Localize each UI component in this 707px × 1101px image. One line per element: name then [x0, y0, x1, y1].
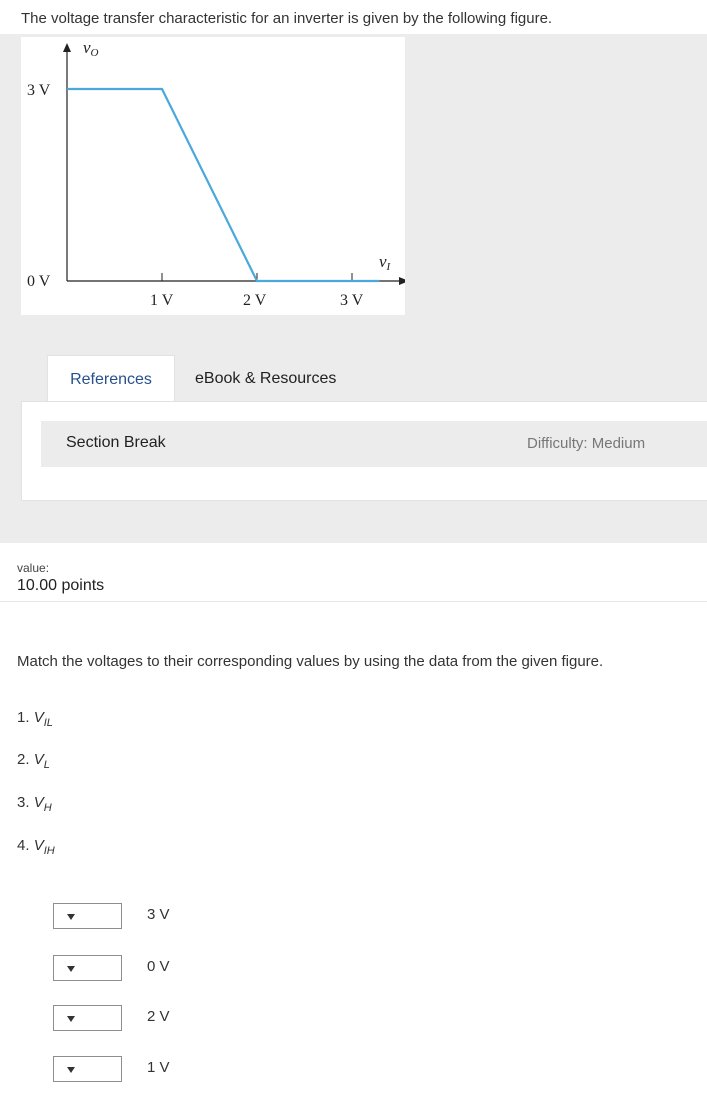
term-number: 3.	[17, 794, 30, 811]
section-title: Section Break	[66, 434, 166, 451]
resource-tabs	[47, 355, 377, 402]
x-tick-1v: 1 V	[150, 292, 174, 309]
value-label: value:	[17, 561, 50, 575]
instruction-text: Match the voltages to their corresponding values by using the data from the given figure.	[17, 653, 604, 670]
term-3	[17, 794, 52, 814]
term-symbol: V	[33, 837, 44, 854]
x-tick-3v: 3 V	[340, 292, 364, 309]
term-number: 1.	[17, 709, 30, 726]
match-dropdown-3[interactable]	[53, 1005, 122, 1031]
term-number: 4.	[17, 837, 30, 854]
option-1: 3 V	[147, 906, 170, 923]
term-subscript: L	[43, 759, 50, 771]
dropdown-caret-icon	[67, 966, 75, 972]
dropdown-caret-icon	[67, 1067, 75, 1073]
term-symbol: V	[33, 709, 44, 726]
value-points: 10.00 points	[17, 577, 105, 594]
y-tick-3v: 3 V	[27, 82, 51, 99]
dropdown-caret-icon	[67, 914, 75, 920]
y-tick-0v: 0 V	[27, 273, 51, 290]
tab-references[interactable]: References	[47, 355, 175, 403]
dropdown-caret-icon	[67, 1016, 75, 1022]
divider	[0, 601, 707, 602]
term-2	[17, 751, 50, 771]
y-axis-label: vO	[83, 38, 99, 59]
x-axis-label: vI	[379, 252, 391, 273]
option-3: 2 V	[147, 1008, 170, 1025]
match-dropdown-1[interactable]	[53, 903, 122, 929]
term-subscript: IH	[43, 845, 55, 857]
term-4	[17, 837, 55, 857]
match-dropdown-2[interactable]	[53, 955, 122, 981]
term-1	[17, 709, 53, 729]
term-symbol: V	[33, 751, 44, 768]
question-intro: The voltage transfer characteristic for an inverter is given by the following figure.	[21, 10, 553, 27]
term-number: 2.	[17, 751, 30, 768]
option-4: 1 V	[147, 1059, 170, 1076]
x-tick-2v: 2 V	[243, 292, 267, 309]
vtc-series-line	[67, 89, 380, 281]
match-dropdown-4[interactable]	[53, 1056, 122, 1082]
tab-ebook-resources[interactable]: eBook & Resources	[195, 369, 337, 387]
vtc-figure	[21, 37, 405, 315]
term-symbol: V	[33, 794, 44, 811]
vtc-chart	[21, 37, 405, 315]
y-axis-arrow	[63, 43, 71, 52]
difficulty-label: Difficulty: Medium	[527, 435, 646, 452]
term-subscript: H	[43, 802, 52, 814]
option-2: 0 V	[147, 958, 170, 975]
x-axis-arrow	[399, 277, 405, 285]
term-subscript: IL	[43, 717, 53, 729]
